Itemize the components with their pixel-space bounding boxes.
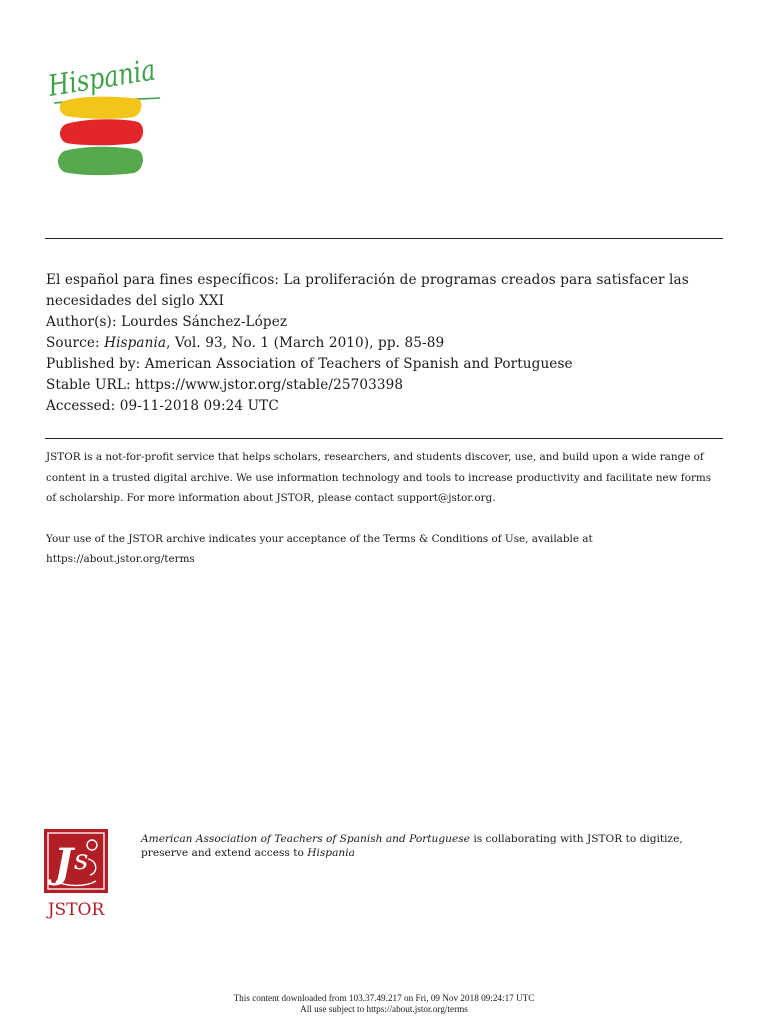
logo-bar-green	[58, 147, 143, 175]
accessed-line	[46, 396, 726, 417]
stable-url-link[interactable]: https://www.jstor.org/stable/25703398	[135, 377, 404, 393]
stable-url-label: Stable URL:	[46, 377, 131, 393]
author-name: Lourdes Sánchez-López	[121, 314, 288, 330]
source-details: , Vol. 93, No. 1 (March 2010), pp. 85-89	[166, 335, 445, 351]
article-title: El español para fines específicos: La proliferación de programas creados para satisfacer las necesidades del siglo XXI	[46, 272, 689, 309]
article-metadata	[46, 270, 726, 417]
hispania-logo-text: Hispania	[45, 48, 181, 103]
logo-bar-yellow	[60, 97, 142, 119]
source-label: Source:	[46, 335, 100, 351]
author-label: Author(s):	[46, 314, 117, 330]
collab-organization: American Association of Teachers of Spanish and Portuguese	[141, 833, 470, 845]
accessed-date: 09-11-2018 09:24 UTC	[119, 398, 279, 414]
collab-text: is collaborating with JSTOR to digitize, preserve and extend access to	[141, 833, 683, 859]
collab-journal: Hispania	[307, 847, 355, 859]
publisher-line	[46, 354, 726, 375]
stable-url-line	[46, 375, 726, 396]
middle-divider	[45, 438, 723, 439]
download-footer	[0, 993, 768, 1014]
collaboration-statement	[141, 832, 721, 860]
author-line	[46, 312, 726, 333]
svg-text:s: s	[74, 843, 89, 876]
jstor-monogram-icon: J	[54, 840, 73, 887]
publisher-name: American Association of Teachers of Spanish and Portuguese	[144, 356, 573, 372]
logo-bar-red	[60, 119, 143, 145]
jstor-logo	[44, 829, 108, 921]
notice-paragraph-about: JSTOR is a not-for-profit service that helps scholars, researchers, and students discover, use, and build upon a wide range of content in a trusted digital archive. We use information technology and tools to increase productivity and facilitate new forms of scholarship. For more information about JSTOR, please contact support@jstor.org.	[46, 451, 712, 504]
source-journal: Hispania	[104, 335, 167, 351]
top-divider	[45, 238, 723, 239]
hispania-logo	[45, 48, 181, 180]
footer-download-line: This content downloaded from 103.37.49.217 on Fri, 09 Nov 2018 09:24:17 UTC	[233, 993, 535, 1003]
accessed-label: Accessed:	[46, 398, 116, 414]
notice-paragraph-terms: Your use of the JSTOR archive indicates your acceptance of the Terms & Conditions of Use, available at https://about.jstor.org/terms	[46, 532, 593, 565]
jstor-notice	[46, 447, 724, 570]
publisher-label: Published by:	[46, 356, 141, 372]
jstor-wordmark: JSTOR	[47, 900, 105, 920]
source-line	[46, 333, 726, 354]
footer-terms-line: All use subject to https://about.jstor.org/terms	[300, 1003, 468, 1014]
